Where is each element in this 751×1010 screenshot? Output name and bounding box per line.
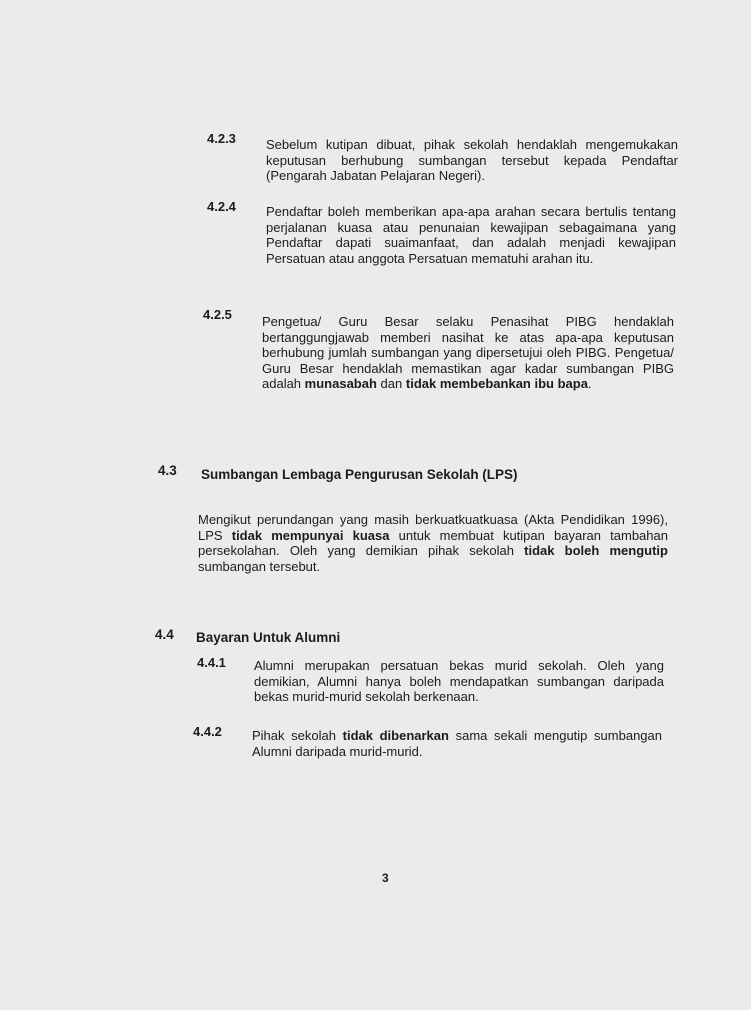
clause-text-4-2-5 — [262, 314, 674, 392]
section-4-3-part-a: Mengikut perundangan yang masih berkuatkuatkuasa (Akta Pendidikan 1996), LPS — [198, 512, 668, 543]
clause-text-4-4-2 — [252, 728, 662, 759]
clause-number-4-2-3: 4.2.3 — [207, 131, 236, 146]
section-4-3-bold-tidak-mempunyai-kuasa: tidak mempunyai kuasa — [231, 527, 390, 543]
clause-4-2-5-part-c: dan — [380, 376, 403, 391]
section-title-4-4: Bayaran Untuk Alumni — [196, 630, 341, 645]
clause-4-2-5-bold-munasabah: munasabah — [304, 376, 377, 391]
section-number-4-4: 4.4 — [155, 627, 174, 642]
clause-4-4-2-bold-tidak-dibenarkan: tidak dibenarkan — [342, 728, 449, 743]
clause-number-4-2-4: 4.2.4 — [207, 199, 236, 214]
clause-4-2-5-part-a: Pengetua/ Guru Besar selaku Penasihat PIBG hendaklah bertanggungjawab memberi nasihat ke atas apa-apa keputusan berhubung jumlah sumbangan yang dipersetujui oleh PIBG. Pengetua/ Guru Besar hendaklah memastikan agar kadar sumbangan PIBG adalah — [262, 314, 674, 391]
page-number: 3 — [382, 871, 389, 885]
clause-4-4-2-part-c: sama sekali mengutip sumbangan Alumni daripada murid-murid. — [252, 728, 662, 759]
clause-4-4-2-part-a: Pihak sekolah — [252, 728, 336, 743]
clause-number-4-2-5: 4.2.5 — [203, 307, 232, 322]
clause-4-2-5-bold-tidak-membebankan: tidak membebankan ibu bapa — [405, 376, 588, 391]
clause-text-4-2-4: Pendaftar boleh memberikan apa-apa arahan secara bertulis tentang perjalanan kuasa atau penunaian kewajipan sebagaimana yang Pendaftar dapati suaimanfaat, dan adalah menjadi kewajipan Persatuan atau anggota Persatuan mematuhi arahan itu. — [266, 204, 676, 266]
section-number-4-3: 4.3 — [158, 463, 177, 478]
clause-text-4-4-1: Alumni merupakan persatuan bekas murid sekolah. Oleh yang demikian, Alumni hanya boleh mendapatkan sumbangan daripada bekas murid-murid sekolah berkenaan. — [254, 658, 664, 704]
section-4-3-part-e: sumbangan tersebut. — [198, 558, 321, 574]
clause-4-2-5-end: . — [587, 376, 592, 391]
clause-number-4-4-1: 4.4.1 — [197, 655, 226, 670]
clause-text-4-2-3: Sebelum kutipan dibuat, pihak sekolah hendaklah mengemukakan keputusan berhubung sumbangan tersebut kepada Pendaftar (Pengarah Jabatan Pelajaran Negeri). — [266, 137, 678, 183]
clause-number-4-4-2: 4.4.2 — [193, 724, 222, 739]
section-4-3-part-c: untuk membuat kutipan bayaran tambahan persekolahan. Oleh yang demikian pihak sekolah — [198, 527, 668, 558]
section-4-3-bold-tidak-boleh-mengutip: tidak boleh mengutip — [524, 543, 668, 558]
section-text-4-3 — [198, 512, 668, 574]
section-title-4-3: Sumbangan Lembaga Pengurusan Sekolah (LPS) — [201, 467, 518, 482]
